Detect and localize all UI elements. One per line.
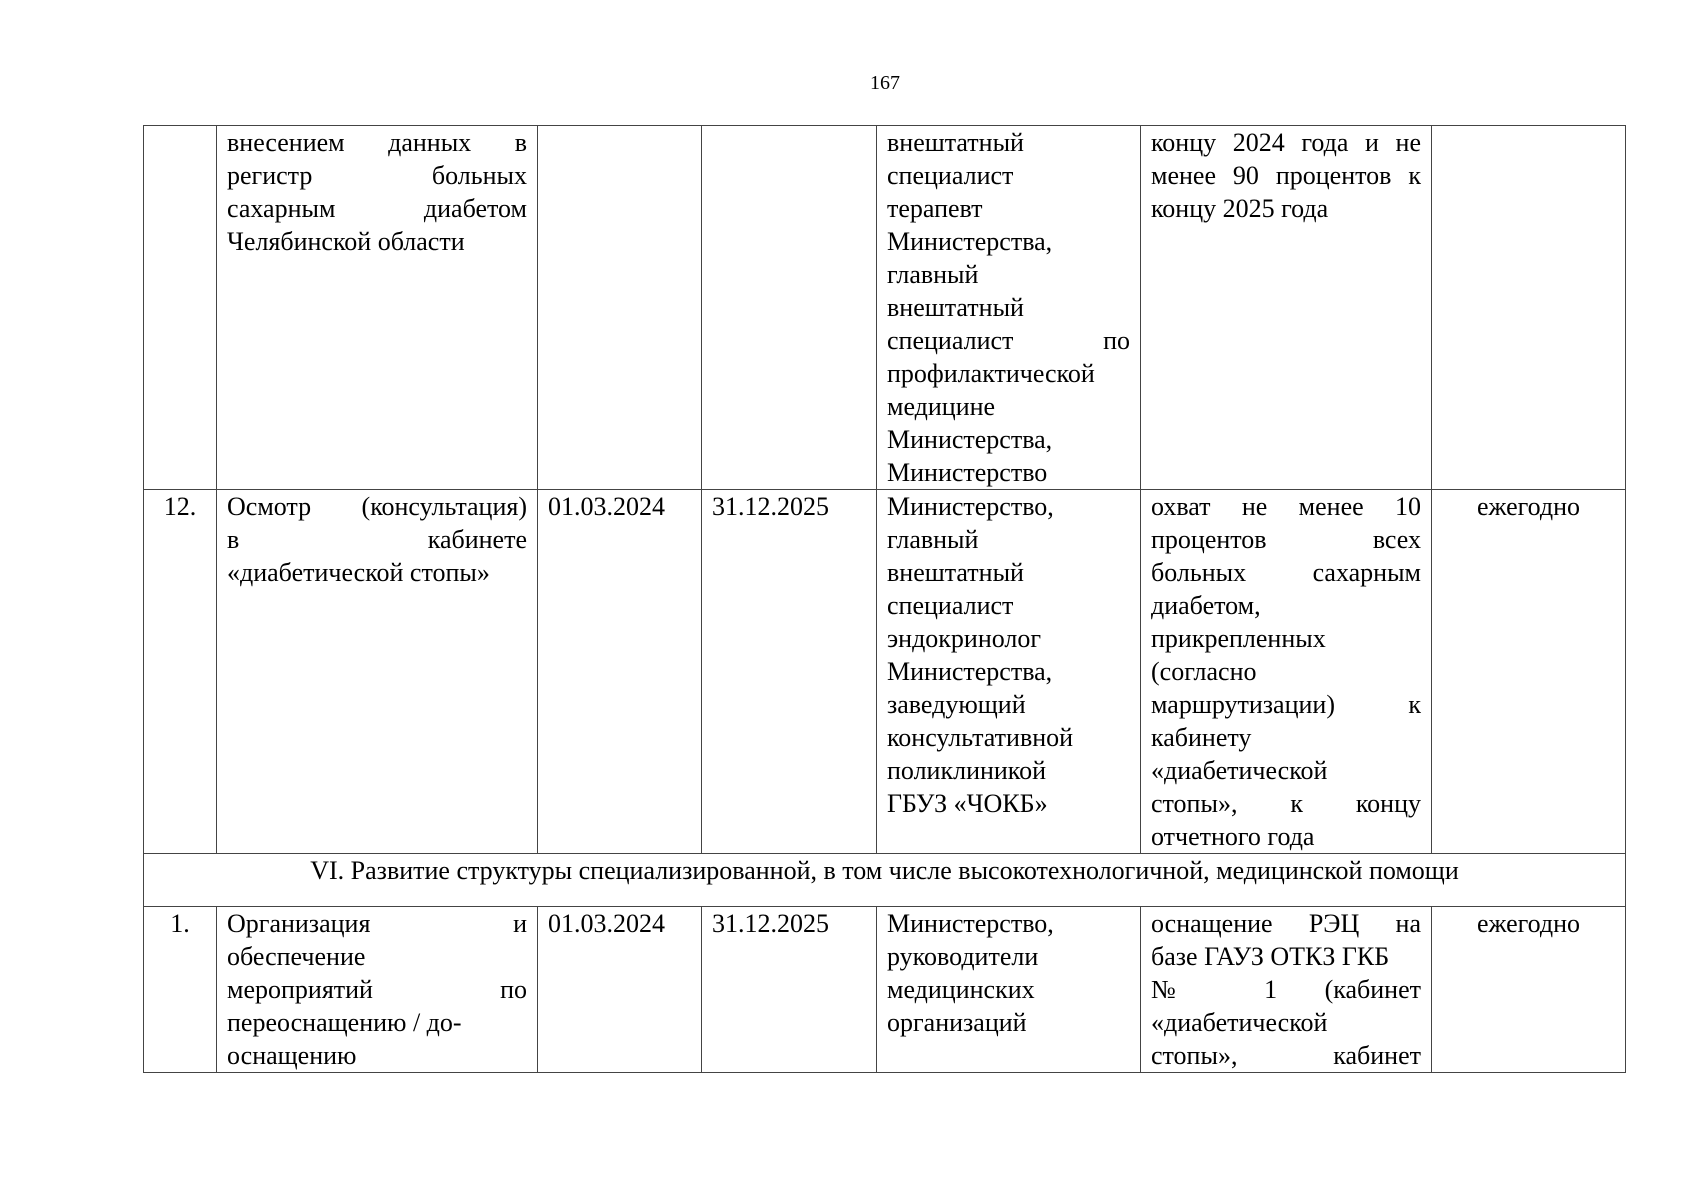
text-line: внесением данных в [227,128,527,157]
row-number-cell: 12. [144,490,217,854]
text-line: «диабетической [1151,1008,1328,1037]
action-cell [217,490,538,854]
result-cell [1141,907,1432,1073]
text-line: внештатный [887,128,1024,157]
action-cell [217,126,538,490]
action-cell [217,907,538,1073]
text-line: стопы», к концу [1151,789,1421,818]
text-line: главный [887,260,979,289]
text-line: Министерства, [887,227,1053,256]
text-line: руководители [887,942,1039,971]
text-line: «диабетической стопы» [227,558,490,587]
start-date-cell [538,126,702,490]
text-line: Челябинской области [227,227,465,256]
action-plan-table [143,125,1626,1073]
text-line: базе ГАУЗ ОТКЗ ГКБ [1151,942,1390,971]
text-line: заведующий [887,690,1026,719]
text-line: поликлиникой [887,756,1047,785]
text-line: ГБУЗ «ЧОКБ» [887,789,1048,818]
frequency-cell [1432,126,1626,490]
text-line: Министерства, [887,425,1053,454]
text-line: регистр больных [227,161,527,190]
text-line: Министерства, [887,657,1053,686]
text-line: специалист по [887,326,1130,355]
frequency-cell: ежегодно [1432,490,1626,854]
start-date-cell: 01.03.2024 [538,490,702,854]
row-number-cell [144,126,217,490]
responsible-cell [877,126,1141,490]
text-line: медицине [887,392,996,421]
text-line: терапевт [887,194,983,223]
text-line: медицинских [887,975,1035,1004]
text-line: Осмотр (консультация) [227,492,527,521]
result-cell [1141,490,1432,854]
text-line: оснащению [227,1041,357,1070]
end-date-cell [702,126,877,490]
text-line: главный [887,525,979,554]
text-line: отчетного года [1151,822,1315,851]
text-line: концу 2025 года [1151,194,1329,223]
table-row-12 [144,490,1626,854]
table-row-continued [144,126,1626,490]
text-line: специалист [887,161,1014,190]
responsible-cell [877,490,1141,854]
text-line: эндокринолог [887,624,1042,653]
text-line: мероприятий по [227,975,527,1004]
text-line: диабетом, [1151,591,1261,620]
text-line: специалист [887,591,1014,620]
page-number: 167 [870,72,900,94]
text-line: (согласно [1151,657,1257,686]
text-line: маршрутизации) к [1151,690,1421,719]
text-line: Организация и [227,909,527,938]
text-line: Министерство [887,458,1048,487]
text-line: процентов всех [1151,525,1421,554]
text-line: № 1 (кабинет [1151,975,1421,1004]
text-line: больных сахарным [1151,558,1421,587]
text-line: Министерство, [887,492,1054,521]
responsible-cell [877,907,1141,1073]
text-line: кабинету [1151,723,1252,752]
text-line: обеспечение [227,942,366,971]
text-line: прикрепленных [1151,624,1326,653]
text-line: сахарным диабетом [227,194,527,223]
table-row-1 [144,907,1626,1073]
text-line: оснащение РЭЦ на [1151,909,1421,938]
text-line: «диабетической [1151,756,1328,785]
frequency-cell: ежегодно [1432,907,1626,1073]
text-line: концу 2024 года и не [1151,128,1421,157]
text-line: Министерство, [887,909,1054,938]
section-heading: VI. Развитие структуры специализированной, в том числе высокотехнологичной, медицинской помощи [144,854,1626,907]
text-line: стопы», кабинет [1151,1041,1421,1070]
text-line: организаций [887,1008,1027,1037]
end-date-cell: 31.12.2025 [702,490,877,854]
result-cell [1141,126,1432,490]
section-heading-row [144,854,1626,907]
text-line: охват не менее 10 [1151,492,1421,521]
text-line: внештатный [887,293,1024,322]
text-line: менее 90 процентов к [1151,161,1421,190]
text-line: в кабинете [227,525,527,554]
text-line: профилактической [887,359,1095,388]
text-line: внештатный [887,558,1024,587]
end-date-cell: 31.12.2025 [702,907,877,1073]
text-line: консультативной [887,723,1074,752]
row-number-cell: 1. [144,907,217,1073]
text-line: переоснащению / до- [227,1008,462,1037]
start-date-cell: 01.03.2024 [538,907,702,1073]
